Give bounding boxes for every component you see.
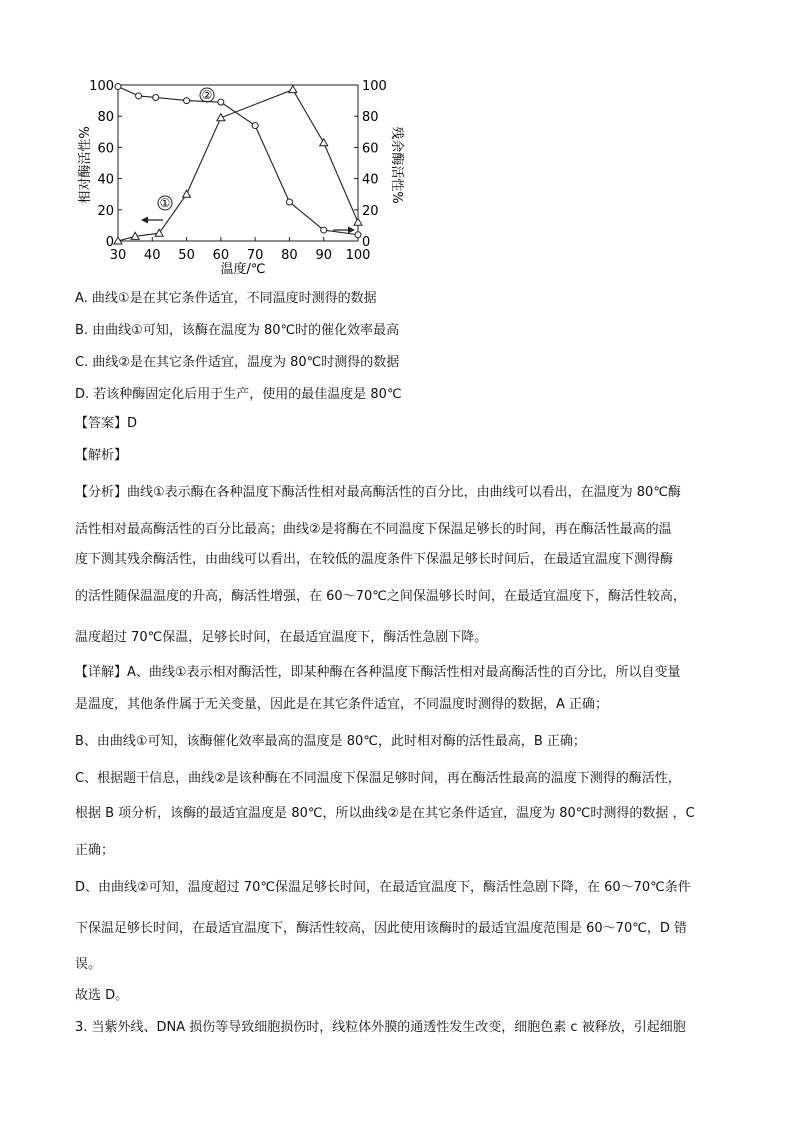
x-tick-label: 40 — [144, 248, 161, 263]
x-axis-label: 温度/℃ — [220, 262, 266, 277]
y-right-tick-label: 60 — [362, 141, 379, 157]
y-right-tick-label: 0 — [362, 235, 371, 250]
fenxi-line: 度下测其残余酶活性，由曲线可以看出，在较低的温度条件下保温足够长时间后，在最适宜温度下测得酶 — [75, 552, 674, 567]
y-right-tick-label: 40 — [362, 172, 379, 188]
y-left-tick-label: 0 — [105, 235, 114, 250]
xiangjie-line: B、由曲线①可知，该酶催化效率最高的温度是 80℃，此时相对酶的活性最高，B 正确； — [75, 734, 586, 749]
x-tick-label: 30 — [109, 248, 127, 263]
y-left-tick-label: 20 — [97, 203, 114, 219]
series-2-point — [218, 99, 224, 105]
series-2-point — [115, 84, 121, 90]
series-2-point — [252, 123, 258, 129]
series-2-point — [153, 94, 159, 100]
y-left-tick-label: 40 — [97, 172, 114, 188]
series-1-point — [320, 139, 328, 146]
fenxi-line: 温度超过 70℃保温，足够长时间，在最适宜温度下，酶活性急剧下降。 — [75, 630, 488, 645]
series-2-point — [355, 232, 361, 238]
series-2-point — [184, 98, 190, 104]
x-tick-label: 50 — [178, 248, 195, 263]
option-b: B. 由曲线①可知，该酶在温度为 80℃时的催化效率最高 — [75, 323, 400, 338]
series-2-point — [286, 199, 292, 205]
xiangjie-line: 误。 — [75, 957, 102, 972]
xiangjie-line: 是温度，其他条件属于无关变量，因此是在其它条件适宜，不同温度时测得的数据，A 正确； — [75, 697, 609, 712]
series-1-point — [217, 114, 225, 121]
xiangjie-line: 下保温足够长时间，在最适宜温度下，酶活性较高，因此使用该酶时的最适宜温度范围是 60～70℃，D 错 — [75, 921, 687, 936]
enzyme-activity-chart — [75, 72, 404, 277]
series-2-line — [118, 87, 358, 235]
answer-tag: 【答案】 — [75, 416, 128, 431]
fenxi-line: 【分析】曲线①表示酶在各种温度下酶活性相对最高酶活性的百分比，由曲线可以看出，在温度为 80℃酶 — [75, 485, 681, 500]
y-right-tick-label: 20 — [362, 203, 379, 219]
right-axis-label: 残余酶活性% — [389, 126, 404, 204]
answer-line — [75, 415, 725, 433]
x-tick-label: 60 — [212, 248, 230, 263]
xiangjie-line: 【详解】A、曲线①表示相对酶活性，即某种酶在各种温度下酶活性相对最高酶活性的百分比，所以自变量 — [75, 665, 681, 680]
series-1-point — [155, 229, 163, 236]
y-right-tick-label: 80 — [362, 110, 379, 126]
y-left-tick-label: 80 — [97, 110, 114, 126]
x-tick-label: 80 — [281, 248, 298, 263]
y-right-tick-label: 100 — [362, 79, 387, 94]
option-d: D. 若该种酶固定化后用于生产，使用的最佳温度是 80℃ — [75, 387, 402, 402]
x-tick-label: 100 — [345, 248, 371, 263]
analysis-tag: 【解析】 — [75, 448, 128, 463]
xiangjie-line: 正确； — [75, 843, 115, 858]
xiangjie-line: 故选 D。 — [75, 988, 129, 1003]
x-tick-label: 90 — [315, 248, 332, 263]
xiangjie-line: D、由曲线②可知，温度超过 70℃保温足够长时间，在最适宜温度下，酶活性急剧下降，在 60～70℃条件 — [75, 880, 691, 895]
fenxi-line: 的活性随保温温度的升高，酶活性增强，在 60～70℃之间保温够长时间，在最适宜温度下，酶活性较高， — [75, 589, 686, 604]
series-1-point — [183, 190, 191, 197]
left-pointer-arrow — [141, 217, 163, 224]
xiangjie-line: 根据 B 项分析，该酶的最适宜温度是 80℃，所以曲线②是在其它条件适宜，温度为 80℃时测得的数据 ，C — [75, 806, 695, 821]
left-axis-label: 相对酶活性% — [78, 126, 93, 204]
series-1-point — [354, 218, 362, 225]
series-2-label: ② — [201, 88, 213, 102]
series-1-line — [118, 90, 358, 241]
series-1-label: ① — [159, 196, 171, 210]
x-tick-label: 70 — [246, 248, 264, 263]
next-question: 3. 当紫外线、DNA 损伤等导致细胞损伤时，线粒体外膜的通透性发生改变，细胞色素 c 被释放，引起细胞 — [75, 1020, 686, 1035]
xiangjie-line: C、根据题干信息，曲线②是该种酶在不同温度下保温足够时间，再在酶活性最高的温度下测得的酶活性， — [75, 771, 681, 786]
option-c: C. 曲线②是在其它条件适宜，温度为 80℃时测得的数据 — [75, 355, 400, 370]
series-2-point — [136, 93, 142, 99]
fenxi-line: 活性相对最高酶活性的百分比最高；曲线②是将酶在不同温度下保温足够长的时间，再在酶活性最高的温 — [75, 522, 672, 537]
series-2-point — [321, 227, 327, 233]
y-left-tick-label: 60 — [97, 141, 114, 157]
option-a: A. 曲线①是在其它条件适宜，不同温度时测得的数据 — [75, 291, 377, 306]
plot-frame — [118, 85, 358, 241]
y-left-tick-label: 100 — [89, 79, 114, 94]
series-1-point — [289, 86, 297, 93]
answer-value: D — [127, 416, 138, 431]
